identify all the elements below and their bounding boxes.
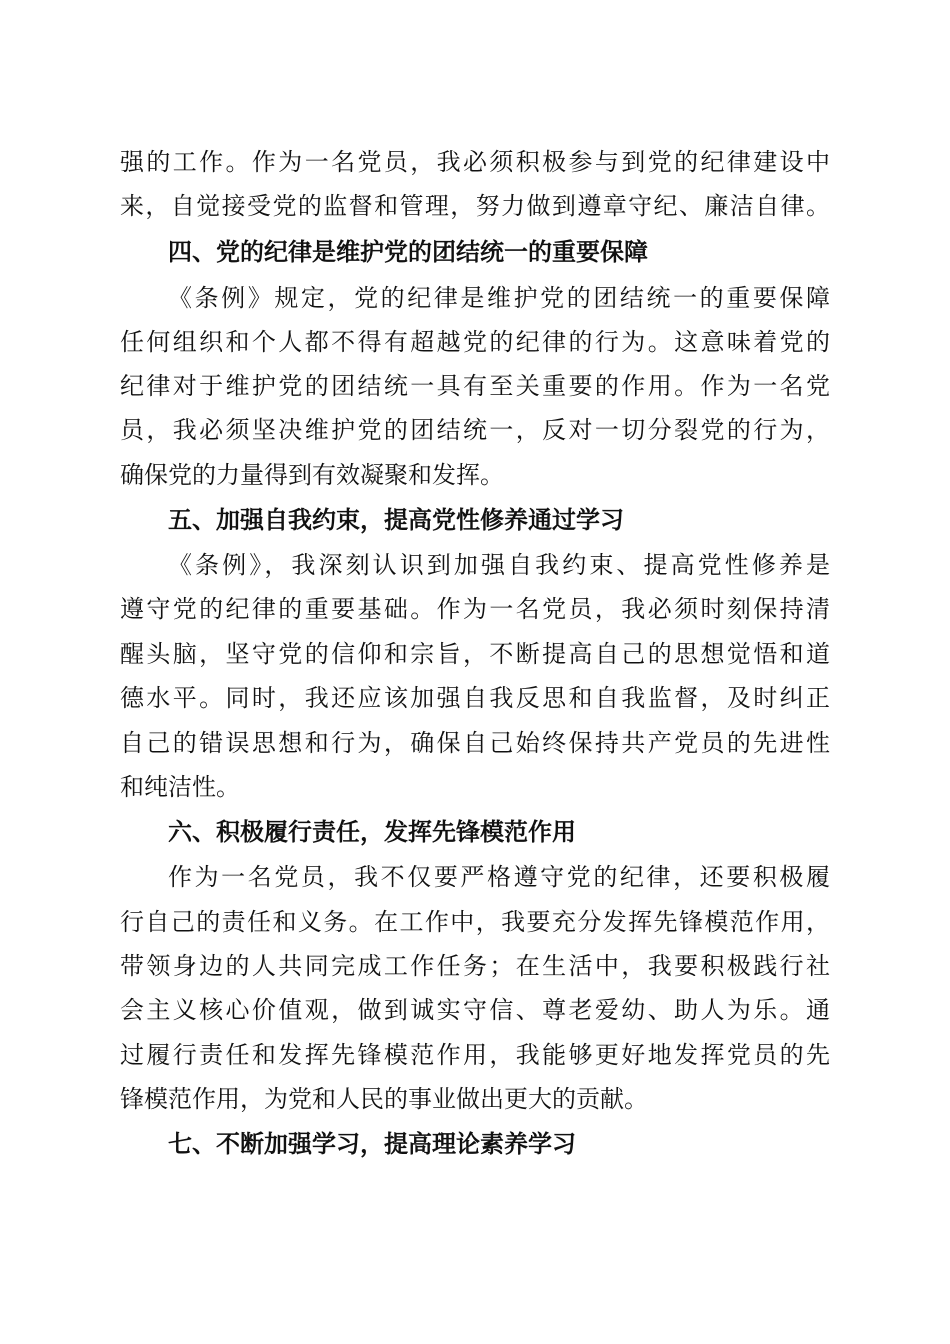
body-text-line: 和纯洁性。 xyxy=(120,773,240,801)
body-text-line: 确保党的力量得到有效凝聚和发挥。 xyxy=(120,461,504,489)
body-text-line: 自己的错误思想和行为，确保自己始终保持共产党员的先进性 xyxy=(120,729,830,757)
body-text-line: 《条例》，我深刻认识到加强自我约束、提高党性修养是 xyxy=(168,551,830,579)
body-text-line: 锋模范作用，为党和人民的事业做出更大的贡献。 xyxy=(120,1085,648,1113)
body-text-line: 德水平。同时，我还应该加强自我反思和自我监督，及时纠正 xyxy=(120,684,830,712)
body-text-line: 遵守党的纪律的重要基础。作为一名党员，我必须时刻保持清 xyxy=(120,595,830,623)
body-text-line: 过履行责任和发挥先锋模范作用，我能够更好地发挥党员的先 xyxy=(120,1041,830,1069)
section-heading-5: 五、加强自我约束，提高党性修养通过学习 xyxy=(168,506,624,534)
body-text-line: 任何组织和个人都不得有超越党的纪律的行为。这意味着党的 xyxy=(120,328,830,356)
section-heading-7: 七、不断加强学习，提高理论素养学习 xyxy=(168,1130,576,1158)
section-heading-4: 四、党的纪律是维护党的团结统一的重要保障 xyxy=(168,238,648,266)
body-text-line: 醒头脑，坚守党的信仰和宗旨，不断提高自己的思想觉悟和道 xyxy=(120,640,830,668)
body-text-line: 《条例》规定，党的纪律是维护党的团结统一的重要保障 xyxy=(168,284,830,312)
body-text-line: 作为一名党员，我不仅要严格遵守党的纪律，还要积极履 xyxy=(168,863,830,891)
body-text-line: 带领身边的人共同完成工作任务；在生活中，我要积极践行社 xyxy=(120,952,830,980)
body-text-line: 来，自觉接受党的监督和管理，努力做到遵章守纪、廉洁自律。 xyxy=(120,192,830,220)
body-text-line: 员，我必须坚决维护党的团结统一，反对一切分裂党的行为， xyxy=(120,416,830,444)
body-text-line: 行自己的责任和义务。在工作中，我要充分发挥先锋模范作用， xyxy=(120,908,830,936)
body-text-line: 纪律对于维护党的团结统一具有至关重要的作用。作为一名党 xyxy=(120,372,830,400)
body-text-line: 强的工作。作为一名党员，我必须积极参与到党的纪律建设中 xyxy=(120,148,830,176)
section-heading-6: 六、积极履行责任，发挥先锋模范作用 xyxy=(168,818,576,846)
body-text-line: 会主义核心价值观，做到诚实守信、尊老爱幼、助人为乐。通 xyxy=(120,996,830,1024)
